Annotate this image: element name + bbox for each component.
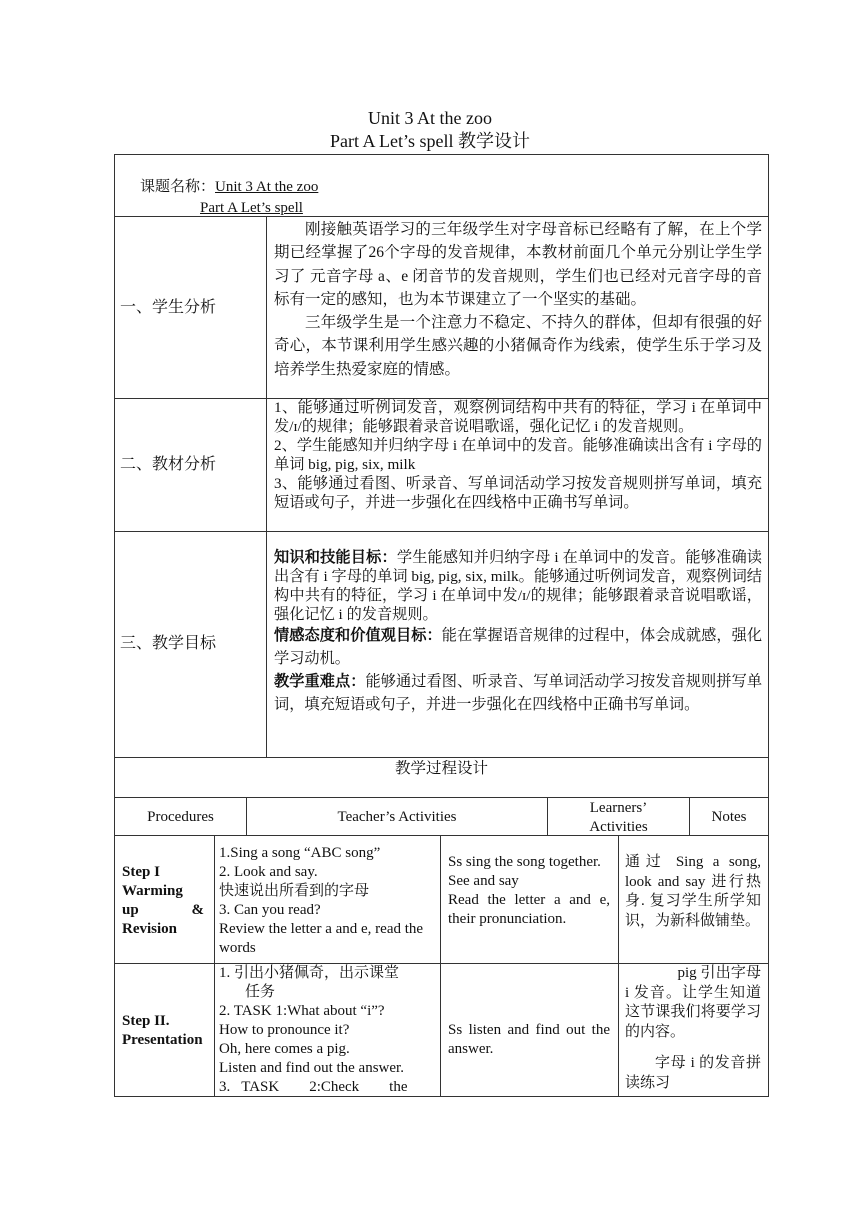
goal-emotion-head: 情感态度和价值观目标： — [274, 627, 442, 644]
col-learners-line1: Learners’ — [589, 800, 648, 816]
goal-keypoints — [274, 670, 762, 716]
step1-name-l3: up & — [122, 902, 204, 918]
lesson-name — [140, 178, 318, 197]
material-analysis-p3: 3、能够通过看图、听录音、写单词活动学习按发音规则拼写单词，填充短语或句子，并进一步强化在四线格中正确书写单词。 — [274, 474, 762, 511]
step1-name-l2: Warming — [122, 883, 183, 899]
step2-notes — [625, 964, 761, 1095]
step2-teacher-activities — [219, 964, 440, 1095]
goal-emotion-body: 能在掌握语音规律的过程中，体会成就感，强化学习动机。 — [274, 627, 763, 667]
goal-keypoints-body: 能够通过看图、听录音、写单词活动学习按发音规则拼写单词，填充短语或句子，并进一步强化在四线格中正确书写单词。 — [274, 673, 763, 713]
goal-keypoints-head: 教学重难点： — [274, 673, 366, 690]
step2-name-l1: Step II. — [122, 1013, 170, 1029]
step2-teacher-l3: How to pronounce it? — [219, 1022, 350, 1038]
step2-learners-activities: Ss listen and find out the answer. — [448, 1022, 610, 1057]
step1-teacher-l2: 2. Look and say. — [219, 864, 318, 880]
step1-teacher-l6: words — [219, 940, 256, 956]
document-title: Unit 3 At the zoo — [368, 108, 492, 128]
goal-knowledge-body: 学生能感知并归纳字母 i 在单词中的发音。能够准确读出含有 i 字母的单词 big, pig, six, milk。能够通过听例词发音，观察例词结构中共有的特征，学习 i 在单词中发/ɪ/的规律；能够跟着录音说唱歌谣，强化记忆 i 的发音规则。 — [274, 549, 762, 623]
goal-knowledge — [274, 548, 762, 624]
step2-name — [122, 1012, 214, 1050]
process-header: 教学过程设计 — [394, 760, 488, 777]
material-analysis-text — [274, 399, 762, 512]
step2-name-l2: Presentation — [122, 1032, 203, 1048]
goal-knowledge-head: 知识和技能目标： — [274, 549, 397, 566]
col-notes: Notes — [711, 809, 747, 825]
step2-teacher-l2: 2. TASK 1:What about “i”? — [219, 1003, 385, 1019]
student-analysis-p2: 三年级学生是一个注意力不稳定、不持久的群体，但却有很强的好奇心，本节课利用学生感兴趣的小猪佩奇作为线索，使学生乐于学习及培养学生热爱家庭的情感。 — [274, 314, 762, 378]
material-analysis-p1: 1、能够通过听例词发音，观察例词结构中共有的特征，学习 i 在单词中发/ɪ/的规律；能够跟着录音说唱歌谣，强化记忆 i 的发音规则。 — [274, 399, 762, 435]
step1-teacher-l4: 3. Can you read? — [219, 902, 321, 918]
step2-teacher-l1b: 任务 — [245, 984, 276, 1000]
step1-teacher-l1: 1.Sing a song “ABC song” — [219, 845, 381, 861]
step1-learners-l2: See and say — [448, 873, 519, 889]
col-procedures: Procedures — [147, 809, 214, 825]
step2-teacher-l5: Listen and find out the answer. — [219, 1060, 404, 1076]
step1-name — [122, 863, 204, 939]
material-analysis-p2: 2、学生能感知并归纳字母 i 在单词中的发音。能够准确读出含有 i 字母的单词 big, pig, six, milk — [274, 436, 762, 473]
step1-learners-l3: Read the letter a and e, their pronunciation. — [448, 892, 610, 927]
step1-teacher-l3: 快速说出所看到的字母 — [219, 883, 370, 899]
teaching-goals-text — [274, 548, 762, 716]
document-subtitle: Part A Let’s spell 教学设计 — [330, 131, 530, 151]
teaching-goals-label: 三、教学目标 — [120, 635, 217, 652]
step1-name-l4: Revision — [122, 921, 178, 937]
col-learners — [547, 799, 690, 837]
step1-name-l1: Step I — [122, 864, 160, 880]
step2-teacher-l6: 3. TASK 2:Check the — [219, 1079, 408, 1095]
material-analysis-label: 二、教材分析 — [120, 456, 217, 473]
step1-learners-activities — [448, 853, 610, 929]
lesson-name-line2: Part A Let’s spell — [200, 200, 303, 216]
step2-teacher-l4: Oh, here comes a pig. — [219, 1041, 350, 1057]
step1-notes: 通过 Sing a song, look and say 进行热身. 复习学生所学知识，为新科做铺垫。 — [625, 854, 761, 929]
step1-teacher-l5: Review the letter a and e, read the — [219, 921, 424, 937]
step1-teacher-activities — [219, 844, 440, 958]
col-teacher: Teacher’s Activities — [337, 809, 457, 825]
goal-emotion — [274, 624, 762, 670]
step1-learners-l1: Ss sing the song together. — [448, 854, 601, 870]
step2-notes-p1: pig 引出字母 i 发音。让学生知道这节课我们将要学习的内容。 — [625, 965, 761, 1040]
step2-teacher-l1: 1. 引出小猪佩奇，出示课堂 — [219, 965, 400, 981]
step2-notes-p2: 字母 i 的发音拼读练习 — [625, 1055, 761, 1091]
student-analysis-p1: 刚接触英语学习的三年级学生对字母音标已经略有了解，在上个学期已经掌握了26个字母的发音规律，本教材前面几个单元分别让学生学习了 元音字母 a、e 闭音节的发音规则，学生们也已经对元音字母的音标有一定的感知，也为本节课建立了一个坚实的基础。 — [274, 221, 762, 308]
student-analysis-text — [274, 218, 762, 381]
lesson-label: 课题名称： — [140, 179, 216, 195]
col-learners-line2: Activities — [589, 819, 648, 835]
lesson-name-line1: Unit 3 At the zoo — [215, 179, 319, 195]
student-analysis-label: 一、学生分析 — [120, 299, 217, 316]
